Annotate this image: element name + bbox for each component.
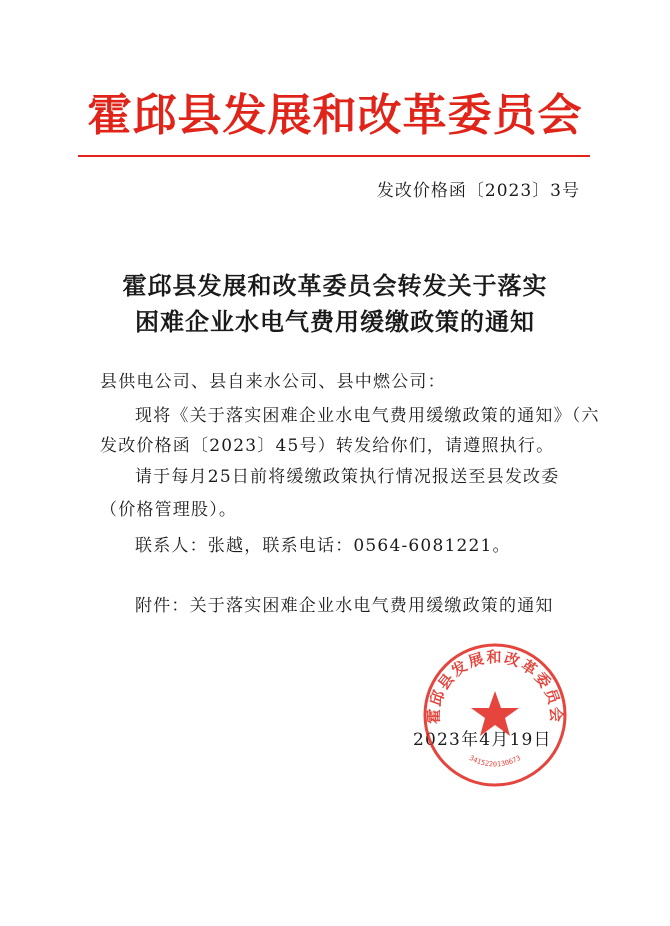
document-number: 发改价格函〔2023〕3号 bbox=[376, 181, 580, 201]
salutation: 县供电公司、县自来水公司、县中燃公司： bbox=[100, 372, 446, 392]
header-divider bbox=[78, 155, 590, 157]
contact-line: 联系人：张越，联系电话：0564-6081221。 bbox=[135, 536, 511, 556]
attachment-line: 附件：关于落实困难企业水电气费用缓缴政策的通知 bbox=[135, 596, 554, 616]
seal-code: 3415220130673 bbox=[467, 753, 523, 769]
paragraph-1-line-2: 发改价格函〔2023〕45号）转发给你们，请遵照执行。 bbox=[100, 436, 555, 456]
paragraph-1-line-1: 现将《关于落实困难企业水电气费用缓缴政策的通知》（六 bbox=[135, 406, 600, 426]
official-seal bbox=[421, 641, 569, 789]
title-line-2: 困难企业水电气费用缓缴政策的通知 bbox=[135, 307, 535, 336]
paragraph-2-line-1: 请于每月25日前将缓缴政策执行情况报送至县发改委 bbox=[135, 467, 560, 487]
paragraph-2-line-2: （价格管理股）。 bbox=[100, 500, 238, 520]
svg-text:3415220130673 bbox=[468, 754, 522, 769]
issue-date: 2023年4月19日 bbox=[413, 730, 552, 750]
title-line-1: 霍邱县发展和改革委员会转发关于落实 bbox=[122, 271, 548, 300]
issuing-authority-header: 霍邱县发展和改革委员会 bbox=[87, 90, 583, 141]
document-title bbox=[0, 268, 670, 340]
seal-text: 霍邱县发展和改革委员会 bbox=[424, 648, 566, 725]
